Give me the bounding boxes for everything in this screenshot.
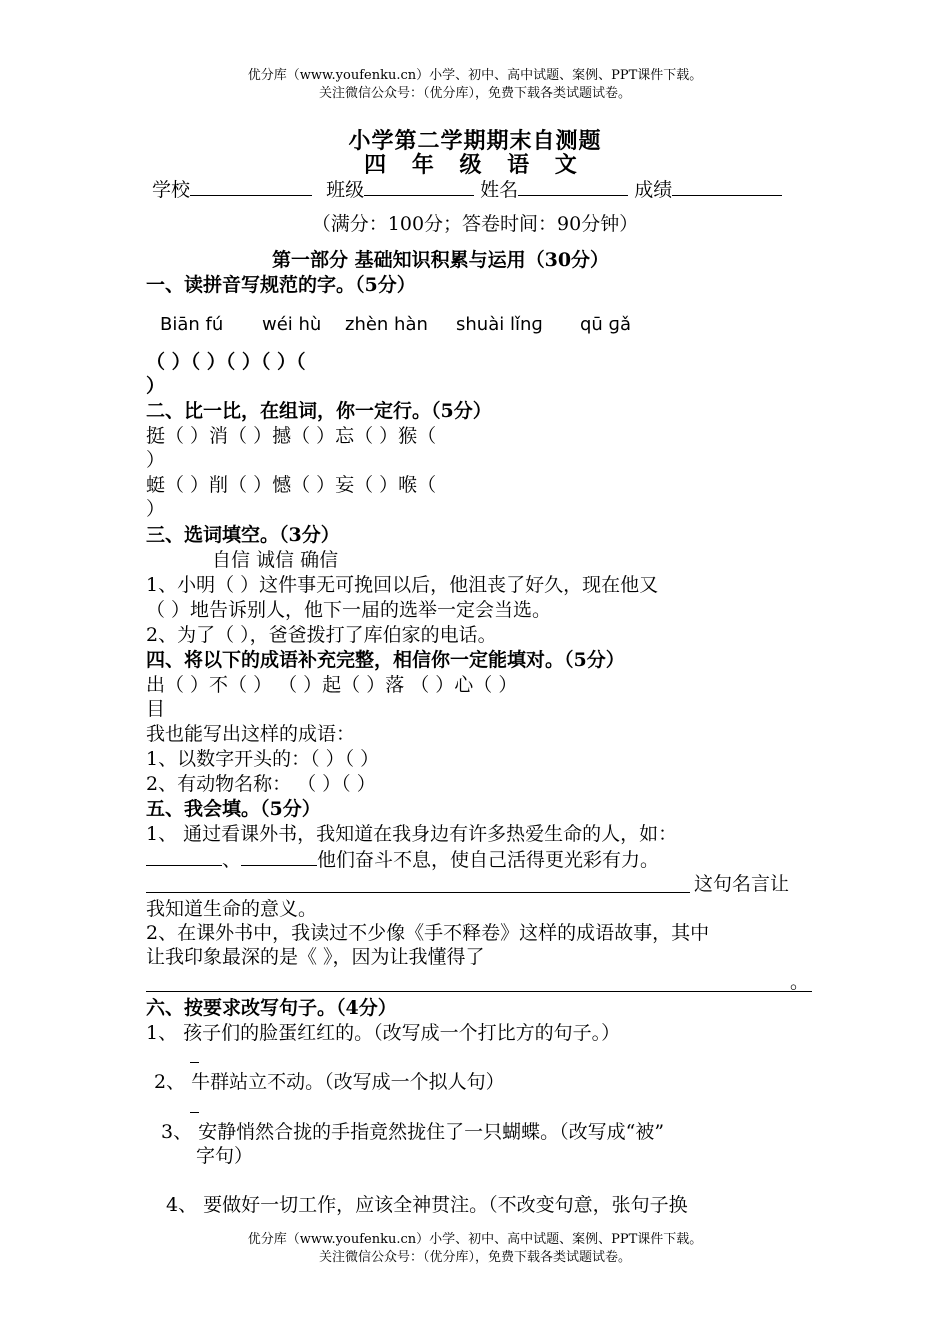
- q4-title: 四、将以下的成语补充完整，相信你一定能填对。（5分）: [146, 649, 625, 671]
- pinyin-3: zhèn hàn: [345, 314, 428, 335]
- q3-line-2[interactable]: （ ）地告诉别人，他下一届的选举一定会当选。: [146, 599, 552, 621]
- q5-line-2: [146, 847, 659, 872]
- q1-answer-blanks[interactable]: （ ）（ ）（ ）（ ）（: [146, 351, 306, 373]
- q5-line-2-tail: 他们奋斗不息，使自己活得更光彩有力。: [317, 849, 660, 871]
- score-field[interactable]: [672, 177, 782, 196]
- footer-line-1: 优分库（www.youfenku.cn）小学、初中、高中试题、案例、PPT课件下载。: [247, 1232, 703, 1247]
- q3-word-choices: 自信 诚信 确信: [212, 549, 339, 571]
- q6-item-3-cont: 字句）: [196, 1145, 254, 1167]
- school-field[interactable]: [190, 177, 312, 196]
- q4-idiom-row-end: 目: [146, 698, 166, 720]
- exam-subtitle: 四 年 级 语 文: [364, 152, 586, 178]
- q1-answer-blanks-end: ）: [146, 375, 166, 397]
- q4-idiom-row[interactable]: 出（ ）不（ ） （ ）起（ ）落 （ ）心（ ）: [146, 674, 518, 696]
- q5-line-4: 我知道生命的意义。: [146, 898, 318, 920]
- pinyin-2: wéi hù: [262, 314, 322, 335]
- q5-blank-2[interactable]: [241, 847, 317, 866]
- q6-title: 六、按要求改写句子。（4分）: [146, 997, 397, 1019]
- q5-quote-blank[interactable]: [146, 892, 690, 893]
- pinyin-1: Biān fú: [160, 314, 224, 335]
- q5-line-1: 1、 通过看课外书，我知道在我身边有许多热爱生命的人，如：: [146, 823, 678, 845]
- q2-title: 二、比一比，在组词，你一定行。（5分）: [146, 400, 492, 422]
- score-label: 成绩: [634, 179, 673, 201]
- q4-line-1: 我也能写出这样的成语：: [146, 723, 356, 745]
- q2-row-2-end: ）: [146, 498, 166, 520]
- q2-row-1[interactable]: 挺（ ）消（ ）撼（ ）忘（ ）猴（: [146, 425, 437, 447]
- exam-title: 小学第二学期期末自测题: [348, 128, 602, 154]
- school-label: 学校: [152, 179, 191, 201]
- q1-title: 一、读拼音写规范的字。（5分）: [146, 274, 416, 296]
- pinyin-5: qū ɡǎ: [580, 314, 632, 335]
- q6-item-3: 3、 安静悄然合拢的手指竟然拢住了一只蝴蝶。（改写成“被”: [161, 1121, 665, 1143]
- class-field[interactable]: [364, 177, 474, 196]
- q6-item-4: 4、 要做好一切工作，应该全神贯注。（不改变句意，张句子换: [166, 1194, 688, 1216]
- q5-title: 五、我会填。（5分）: [146, 798, 321, 820]
- q5-lesson-blank[interactable]: [146, 991, 812, 992]
- part-one-heading: 第一部分 基础知识积累与运用（30分）: [272, 249, 610, 271]
- q3-line-3[interactable]: 2、为了（ ），爸爸拨打了库伯家的电话。: [146, 624, 497, 646]
- q3-line-1[interactable]: 1、小明（ ）这件事无可挽回以后，他沮丧了好久，现在他又: [146, 574, 659, 596]
- q5-line-3-tail: 这句名言让: [694, 873, 790, 895]
- name-field[interactable]: [518, 177, 628, 196]
- q5-separator: 、: [222, 849, 242, 871]
- exam-meta: （满分：100分；答卷时间：90分钟）: [311, 213, 639, 235]
- q4-line-2[interactable]: 1、以数字开头的：（ ）（ ）: [146, 748, 380, 770]
- q6-item-1: 1、 孩子们的脸蛋红红的。（改写成一个打比方的句子。）: [146, 1022, 621, 1044]
- q5-blank-1[interactable]: [146, 847, 222, 866]
- q5-line-5: 2、在课外书中，我读过不少像《手不释卷》这样的成语故事，其中: [146, 922, 710, 944]
- q6-item-2: 2、 牛群站立不动。（改写成一个拟人句）: [154, 1071, 505, 1093]
- q2-row-2[interactable]: 蜓（ ）削（ ）憾（ ）妄（ ）喉（: [146, 474, 437, 496]
- footer-line-2: 关注微信公众号：（优分库），免费下载各类试题试卷。: [318, 1250, 631, 1265]
- q6-item-3-answer-mark[interactable]: [190, 1112, 199, 1113]
- header-line-2: 关注微信公众号：（优分库），免费下载各类试题试卷。: [318, 86, 631, 101]
- class-label: 班级: [326, 179, 365, 201]
- q3-title: 三、选词填空。（3分）: [146, 524, 340, 546]
- header-line-1: 优分库（www.youfenku.cn）小学、初中、高中试题、案例、PPT课件下载。: [247, 68, 703, 83]
- q5-line-6[interactable]: 让我印象最深的是《 》，因为让我懂得了: [146, 946, 485, 968]
- pinyin-4: shuài lǐnɡ: [456, 314, 543, 335]
- q6-item-2-answer-mark[interactable]: [190, 1062, 199, 1063]
- name-label: 姓名: [480, 179, 519, 201]
- q2-row-1-end: ）: [146, 449, 166, 471]
- q5-line-7-end: 。: [790, 971, 810, 993]
- student-info-row: [152, 177, 782, 202]
- q4-line-3[interactable]: 2、有动物名称： （ ）（ ）: [146, 773, 376, 795]
